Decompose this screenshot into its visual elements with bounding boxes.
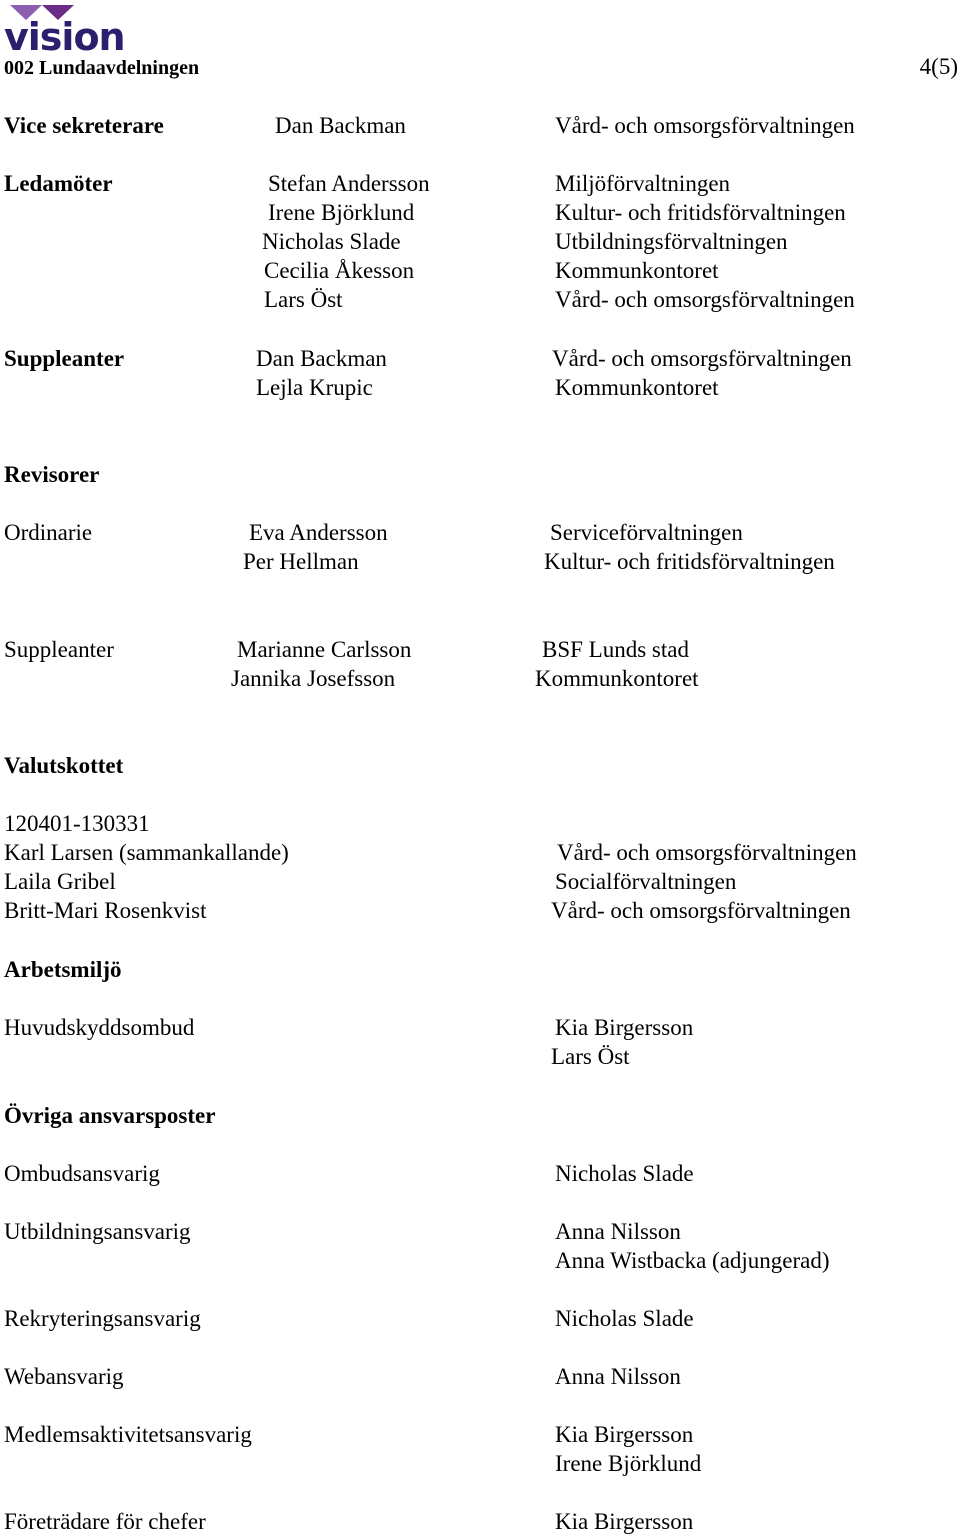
suppleant-dept: Kommunkontoret — [555, 375, 719, 400]
ovriga-heading: Övriga ansvarsposter — [4, 1103, 216, 1128]
revisor-suppleant-dept: Kommunkontoret — [535, 666, 699, 691]
ledamot-name: Nicholas Slade — [262, 229, 401, 254]
ledamot-name: Stefan Andersson — [268, 171, 430, 196]
role-label: Webansvarig — [4, 1364, 124, 1389]
role-name: Nicholas Slade — [555, 1306, 694, 1331]
ledamot-dept: Kommunkontoret — [555, 258, 719, 283]
valutskottet-heading: Valutskottet — [4, 753, 124, 778]
valutskottet-name: Britt-Mari Rosenkvist — [4, 898, 207, 923]
huvudskyddsombud-name: Kia Birgersson — [555, 1015, 694, 1040]
valutskottet-dept: Vård- och omsorgsförvaltningen — [551, 898, 851, 923]
valutskottet-period: 120401-130331 — [4, 811, 150, 836]
organization-name: 002 Lundaavdelningen — [4, 57, 200, 79]
role-label: Medlemsaktivitetsansvarig — [4, 1422, 252, 1447]
ledamot-name: Lars Öst — [264, 287, 343, 312]
ledamot-dept: Vård- och omsorgsförvaltningen — [555, 287, 855, 312]
huvudskyddsombud-name: Lars Öst — [551, 1044, 630, 1069]
revisorer-heading: Revisorer — [4, 462, 100, 487]
revisor-suppleant-name: Jannika Josefsson — [231, 666, 396, 691]
suppleant-name: Lejla Krupic — [256, 375, 373, 400]
arbetsmiljo-heading: Arbetsmiljö — [4, 957, 122, 982]
valutskottet-name: Karl Larsen (sammankallande) — [4, 840, 289, 865]
role-label: Rekryteringsansvarig — [4, 1306, 201, 1331]
suppleant-dept: Vård- och omsorgsförvaltningen — [552, 346, 852, 371]
vice-sekreterare-dept: Vård- och omsorgsförvaltningen — [555, 113, 855, 138]
role-name: Anna Nilsson — [555, 1219, 681, 1244]
revisor-dept: Kultur- och fritidsförvaltningen — [544, 549, 835, 574]
role-name: Nicholas Slade — [555, 1161, 694, 1186]
revisor-suppleant-name: Marianne Carlsson — [237, 637, 412, 662]
revisorer-suppleanter-label: Suppleanter — [4, 637, 114, 662]
valutskottet-dept: Vård- och omsorgsförvaltningen — [557, 840, 857, 865]
role-label: Utbildningsansvarig — [4, 1219, 191, 1244]
vice-sekreterare-name: Dan Backman — [275, 113, 406, 138]
revisor-dept: Serviceförvaltningen — [550, 520, 743, 545]
role-name: Kia Birgersson — [555, 1422, 694, 1447]
ledamoter-label: Ledamöter — [4, 171, 113, 196]
role-label: Ombudsansvarig — [4, 1161, 160, 1186]
ledamot-dept: Utbildningsförvaltningen — [555, 229, 788, 254]
huvudskyddsombud-label: Huvudskyddsombud — [4, 1015, 195, 1040]
ledamot-name: Cecilia Åkesson — [264, 258, 415, 283]
ledamot-dept: Kultur- och fritidsförvaltningen — [555, 200, 846, 225]
valutskottet-name: Laila Gribel — [4, 869, 116, 894]
vice-sekreterare-label: Vice sekreterare — [4, 113, 164, 138]
revisorer-ordinarie-label: Ordinarie — [4, 520, 93, 545]
valutskottet-dept: Socialförvaltningen — [555, 869, 737, 894]
role-name: Anna Nilsson — [555, 1364, 681, 1389]
logo-wordmark: vision — [4, 15, 125, 52]
role-name: Irene Björklund — [555, 1451, 702, 1476]
revisor-name: Per Hellman — [243, 549, 359, 574]
role-label: Företrädare för chefer — [4, 1509, 206, 1534]
role-name: Anna Wistbacka (adjungerad) — [555, 1248, 830, 1273]
revisor-suppleant-dept: BSF Lunds stad — [542, 637, 689, 662]
revisor-name: Eva Andersson — [249, 520, 388, 545]
suppleanter-label: Suppleanter — [4, 346, 125, 371]
ledamot-dept: Miljöförvaltningen — [555, 171, 731, 196]
role-name: Kia Birgersson — [555, 1509, 694, 1534]
page-number: 4(5) — [919, 54, 958, 79]
ledamot-name: Irene Björklund — [268, 200, 415, 225]
suppleant-name: Dan Backman — [256, 346, 387, 371]
vision-logo — [4, 2, 140, 52]
